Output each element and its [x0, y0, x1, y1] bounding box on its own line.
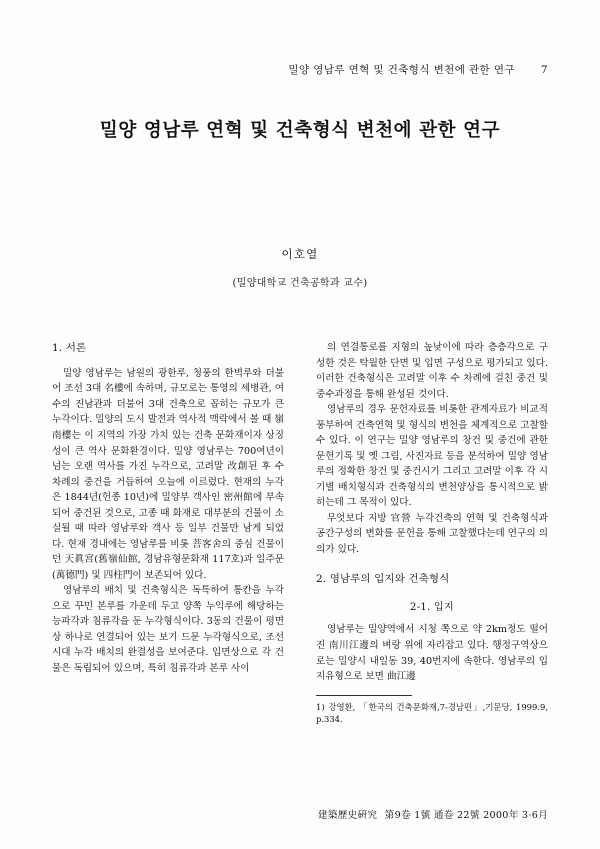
paragraph: 무엇보다 지방 官營 누각건축의 연혁 및 건축형식과 공간구성의 변화를 문헌을 통해 고찰했다는데 연구의 의의가 있다.	[316, 512, 548, 555]
page-footer	[318, 807, 548, 821]
author-block	[0, 246, 600, 289]
footer-issue: 通卷 22號	[433, 810, 480, 821]
author-name: 이호열	[281, 247, 319, 261]
body-columns	[52, 340, 548, 790]
footer-journal: 建築歷史硏究	[317, 810, 378, 821]
running-head-title: 밀양 영남루 연혁 및 건축형식 변천에 관한 연구	[288, 64, 515, 76]
author-affiliation: (밀양대학교 건축공학과 교수)	[232, 278, 368, 289]
footer-volume: 第9卷 1號	[384, 810, 431, 821]
running-head	[288, 62, 548, 77]
section-heading-1: 1. 서론	[52, 342, 87, 354]
footnote-separator	[316, 695, 412, 696]
page-number: 7	[540, 64, 548, 76]
left-column	[52, 340, 284, 676]
section-heading-2: 2. 영남루의 입지와 건축형식	[316, 573, 450, 586]
paragraph: 영남루의 경우 문헌자료를 비롯한 관계자료가 비교적 풍부하여 건축연혁 및 형식의 변천을 체계적으로 고찰할 수 있다. 이 연구는 밀양 영남루의 창건 및 중건에 관한 문헌기록 및 옛 그림, 사진자료 등을 분석하여 밀양 영남루의 정확한 창건 및 중건시기 그리고 고려말 이후 각 시기별 배치형식과 건축형식의 변천양상을 통시적으로 밝히는데 그 목적이 있다.	[316, 404, 548, 509]
footnote: 1) 강영환, 「한국의 건축문화재,7-경남편」,기문당, 1999.9, p.334.	[316, 701, 548, 725]
page-title: 밀양 영남루 연혁 및 건축형식 변천에 관한 연구	[99, 120, 501, 142]
paragraph: 의 연결통로를 지형의 높낮이에 따라 층층각으로 구성한 것은 탁월한 단면 및 입면 구성으로 평가되고 있다. 이러한 건축형식은 고려말 이후 수 차례에 걸친 중건 및 중수과정을 통해 완성된 것이다.	[316, 342, 548, 400]
paragraph: 밀양 영남루는 남원의 광한루, 청풍의 한벽루와 더불어 조선 3대 名樓에 속하며, 규모로는 통영의 세병관, 여수의 진남관과 더불어 3대 건축으로 꼽히는 규모가 큰 누각이다. 밀양의 도시 발전과 역사적 맥락에서 볼 때 嶺南樓는 이 지역의 가장 가치 있는 건축 문화재이자 상징성이 큰 역사 문화환경이다. 밀양 영남루는 700여년이 넘는 오랜 역사를 가진 누각으로, 고려말 改創된 후 수 차례의 중건을 거듭하여 오늘에 이르렀다. 현재의 누각은 1844년(헌종 10년)에 밀양부 객사인 密州館에 부속되어 중건된 것으로, 고종 때 화재로 대부분의 건물이 소실될 때 따라 영남루와 객사 등 일부 건물만 남게 되었다. 현재 경내에는 영남루를 비롯 菩客舍의 중심 건물이던 天眞宮(舊嶺仙館, 경남유형문화재 117호)과 일주문(萬德門) 및 四柱門이 보존되어 있다.	[52, 367, 284, 581]
paragraph: 영남루의 배치 및 건축형식은 독특하여 통칸을 누각으로 꾸민 본루를 가운데 두고 양쪽 누익루에 해당하는 능파각과 침류각을 둔 누각형식이다. 3동의 건물이 평면상 하나로 연결되어 있는 보기 드문 누각형식으로, 조선시대 누각 배치의 완결성을 보여준다. 입면상으로 각 건물은 독립되어 있으며, 특히 침류각과 본루 사이	[52, 585, 284, 674]
paragraph: 영남루는 밀양역에서 시청 쪽으로 약 2km정도 떨어진 南川江邊의 벼랑 위에 자리잡고 있다. 행정구역상으로는 밀양시 내일동 39, 40번지에 속한다. 영남루의 입지유형으로 보면 曲江邊	[316, 624, 548, 683]
footer-date: 2000年 3·6月	[483, 810, 548, 821]
subsection-heading: 2-1. 입지	[410, 602, 454, 614]
right-column	[316, 340, 548, 726]
